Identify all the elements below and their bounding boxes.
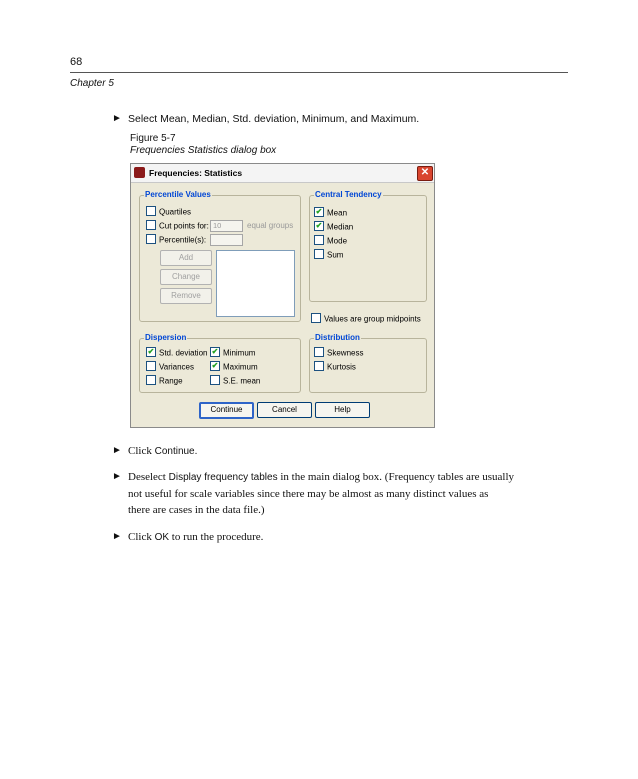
distribution-title: Distribution — [315, 333, 360, 342]
continue-button[interactable]: Continue — [199, 402, 254, 419]
app-icon — [134, 167, 145, 178]
frequencies-statistics-dialog — [130, 163, 435, 428]
ui-term-display-frequency-tables: Display frequency tables — [168, 472, 278, 483]
checkbox-box[interactable] — [146, 220, 156, 230]
checkbox-box[interactable] — [314, 347, 324, 357]
remove-button[interactable]: Remove — [160, 288, 212, 304]
checkbox-box[interactable] — [314, 361, 324, 371]
central-tendency-title: Central Tendency — [315, 190, 382, 199]
percentile-list[interactable] — [216, 250, 295, 317]
bullet-arrow-icon: ► — [112, 531, 122, 542]
equal-groups-label: equal groups — [247, 221, 294, 230]
checkbox-box[interactable] — [146, 361, 156, 371]
close-icon[interactable]: ✕ — [417, 166, 433, 181]
quartiles-checkbox[interactable]: Quartiles — [146, 206, 191, 217]
checkbox-box[interactable] — [146, 206, 156, 216]
dispersion-title: Dispersion — [145, 333, 187, 342]
check-icon[interactable]: ✔ — [211, 346, 219, 356]
group-midpoints-checkbox[interactable]: Values are group midpoints — [311, 313, 421, 324]
check-icon[interactable]: ✔ — [315, 220, 323, 230]
checkbox-box[interactable] — [146, 234, 156, 244]
std-deviation-checkbox[interactable]: ✔ Std. deviation — [147, 346, 208, 358]
help-button[interactable]: Help — [315, 402, 370, 418]
dialog-title: Frequencies: Statistics — [149, 168, 243, 178]
checkbox-box[interactable] — [311, 313, 321, 323]
maximum-checkbox[interactable]: ✔ Maximum — [211, 360, 258, 372]
range-checkbox[interactable]: Range — [146, 375, 183, 386]
figure-label: Figure 5-7 — [130, 133, 176, 144]
cut-points-input[interactable]: 10 — [210, 220, 243, 232]
page-number: 68 — [70, 56, 83, 68]
ui-term-ok: OK — [154, 532, 170, 543]
figure-caption: Frequencies Statistics dialog box — [130, 145, 277, 156]
se-mean-checkbox[interactable]: S.E. mean — [210, 375, 260, 386]
cut-points-checkbox[interactable]: Cut points for: — [146, 220, 209, 231]
header-rule — [70, 72, 568, 73]
median-checkbox[interactable]: ✔ Median — [315, 220, 354, 232]
cancel-button[interactable]: Cancel — [257, 402, 312, 418]
mode-checkbox[interactable]: Mode — [314, 235, 347, 246]
step-deselect-tables: ► Deselect Display frequency tables in the main dialog box. (Frequency tables are usually not useful for scale variables since there may be almost as many distinct values as there are cases in the data file.) — [112, 471, 515, 516]
minimum-checkbox[interactable]: ✔ Minimum — [211, 346, 256, 358]
add-button[interactable]: Add — [160, 250, 212, 266]
skewness-checkbox[interactable]: Skewness — [314, 347, 363, 358]
bullet-arrow-icon: ► — [112, 113, 122, 124]
checkbox-box[interactable] — [314, 235, 324, 245]
sum-checkbox[interactable]: Sum — [314, 249, 343, 260]
step1-text: Select Mean, Median, Std. deviation, Minimum, and — [128, 113, 371, 125]
mean-checkbox[interactable]: ✔ Mean — [315, 206, 348, 218]
checkbox-box[interactable] — [210, 375, 220, 385]
check-icon[interactable]: ✔ — [211, 360, 219, 370]
chapter-title: Chapter 5 — [70, 78, 114, 89]
check-icon[interactable]: ✔ — [315, 206, 323, 216]
step1-text-end: Maximum. — [370, 113, 420, 125]
kurtosis-checkbox[interactable]: Kurtosis — [314, 361, 356, 372]
dialog-titlebar — [131, 164, 434, 183]
checkbox-box[interactable] — [146, 375, 156, 385]
checkbox-box[interactable] — [314, 249, 324, 259]
bullet-arrow-icon: ► — [112, 471, 122, 482]
check-icon[interactable]: ✔ — [147, 346, 155, 356]
ui-term-continue: Continue. — [154, 446, 198, 457]
percentile-values-title: Percentile Values — [145, 190, 211, 199]
percentiles-checkbox[interactable]: Percentile(s): — [146, 234, 206, 245]
percentiles-input[interactable] — [210, 234, 243, 246]
bullet-arrow-icon: ► — [112, 445, 122, 456]
change-button[interactable]: Change — [160, 269, 212, 285]
variance-checkbox[interactable]: Variances — [146, 361, 194, 372]
